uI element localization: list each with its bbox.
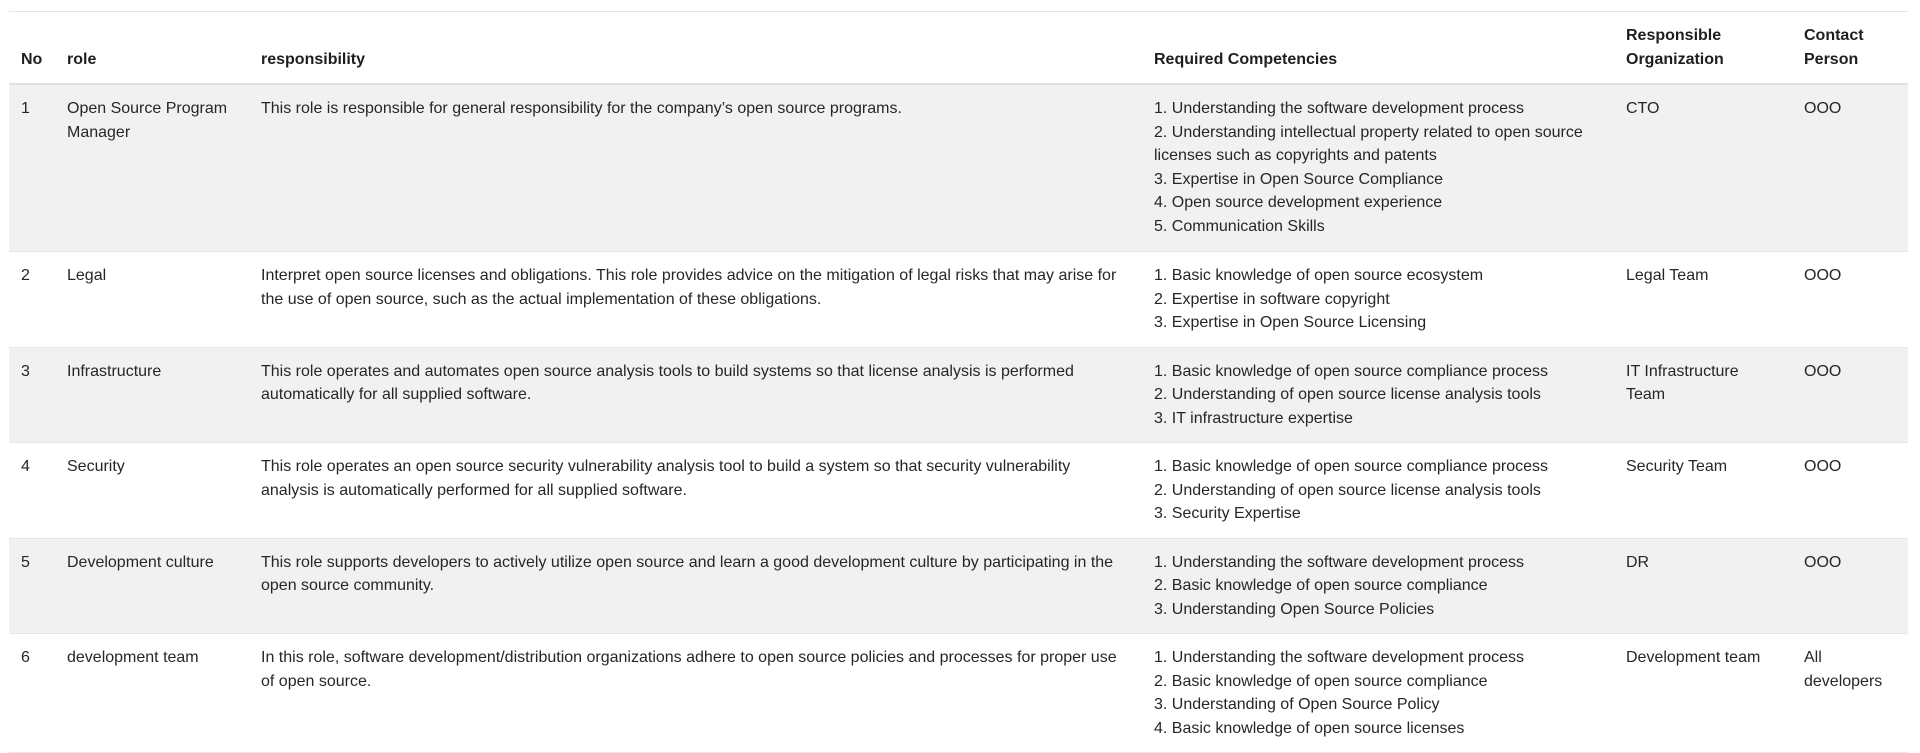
cell-competencies bbox=[1142, 347, 1614, 443]
cell-no: 6 bbox=[9, 634, 55, 753]
cell-competencies bbox=[1142, 84, 1614, 252]
cell-no: 3 bbox=[9, 347, 55, 443]
table-row bbox=[9, 538, 1908, 634]
cell-responsibility: This role operates an open source security vulnerability analysis tool to build a system so that security vulnerability analysis is automatically performed for all supplied software. bbox=[249, 443, 1142, 539]
header-no: No bbox=[9, 12, 55, 85]
competency-item: 3. Expertise in Open Source Compliance bbox=[1154, 170, 1444, 188]
cell-responsibility: This role operates and automates open source analysis tools to build systems so that license analysis is performed automatically for all supplied software. bbox=[249, 347, 1142, 443]
competency-item: 5. Communication Skills bbox=[1154, 217, 1325, 235]
cell-contact: OOO bbox=[1792, 252, 1908, 348]
cell-competencies bbox=[1142, 252, 1614, 348]
competency-item: 3. IT infrastructure expertise bbox=[1154, 409, 1353, 427]
cell-organization: Development team bbox=[1614, 634, 1792, 753]
cell-role: Infrastructure bbox=[55, 347, 249, 443]
cell-organization: Security Team bbox=[1614, 443, 1792, 539]
competency-item: 1. Understanding the software development process bbox=[1154, 649, 1524, 666]
cell-contact: OOO bbox=[1792, 347, 1908, 443]
cell-competencies bbox=[1142, 443, 1614, 539]
competency-item: 2. Understanding of open source license analysis tools bbox=[1154, 481, 1541, 499]
competency-item: 2. Basic knowledge of open source compliance bbox=[1154, 672, 1488, 690]
cell-organization: CTO bbox=[1614, 84, 1792, 252]
cell-responsibility: In this role, software development/distribution organizations adhere to open source policies and processes for proper use of open source. bbox=[249, 634, 1142, 753]
cell-contact: OOO bbox=[1792, 538, 1908, 634]
cell-no: 5 bbox=[9, 538, 55, 634]
cell-organization: Legal Team bbox=[1614, 252, 1792, 348]
cell-no: 4 bbox=[9, 443, 55, 539]
table-row bbox=[9, 252, 1908, 348]
competency-item: 3. Understanding of Open Source Policy bbox=[1154, 696, 1440, 713]
cell-responsibility: This role supports developers to actively utilize open source and learn a good development culture by participating in the open source community. bbox=[249, 538, 1142, 634]
competency-item: 1. Understanding the software development process bbox=[1154, 100, 1524, 117]
cell-contact: All developers bbox=[1792, 634, 1908, 753]
table-row bbox=[9, 347, 1908, 443]
table-header bbox=[9, 12, 1908, 85]
header-competencies: Required Competencies bbox=[1142, 12, 1614, 85]
competency-item: 3. Security Expertise bbox=[1154, 505, 1301, 522]
competency-item: 1. Understanding the software development process bbox=[1154, 553, 1524, 571]
header-responsibility: responsibility bbox=[249, 12, 1142, 85]
cell-organization: DR bbox=[1614, 538, 1792, 634]
competency-item: 2. Understanding of open source license analysis tools bbox=[1154, 386, 1541, 403]
competency-item: 2. Expertise in software copyright bbox=[1154, 290, 1390, 308]
cell-role: development team bbox=[55, 634, 249, 753]
cell-role: Development culture bbox=[55, 538, 249, 634]
cell-responsibility: Interpret open source licenses and obligations. This role provides advice on the mitigation of legal risks that may arise for the use of open source, such as the actual implementation of these obligations. bbox=[249, 252, 1142, 348]
cell-competencies bbox=[1142, 538, 1614, 634]
header-contact: Contact Person bbox=[1792, 12, 1908, 85]
header-organization: Responsible Organization bbox=[1614, 12, 1792, 85]
competency-item: 1. Basic knowledge of open source ecosystem bbox=[1154, 267, 1484, 284]
competency-item: 4. Open source development experience bbox=[1154, 194, 1443, 211]
competency-item: 1. Basic knowledge of open source compliance process bbox=[1154, 458, 1548, 475]
header-row bbox=[9, 12, 1908, 85]
table-row bbox=[9, 84, 1908, 252]
header-role: role bbox=[55, 12, 249, 85]
cell-organization: IT Infrastructure Team bbox=[1614, 347, 1792, 443]
competency-item: 3. Expertise in Open Source Licensing bbox=[1154, 314, 1427, 331]
competency-item: 3. Understanding Open Source Policies bbox=[1154, 600, 1435, 618]
cell-contact: OOO bbox=[1792, 84, 1908, 252]
cell-no: 1 bbox=[9, 84, 55, 252]
cell-responsibility: This role is responsible for general responsibility for the company’s open source programs. bbox=[249, 84, 1142, 252]
competency-item: 1. Basic knowledge of open source compliance process bbox=[1154, 362, 1548, 380]
cell-role: Security bbox=[55, 443, 249, 539]
table-body bbox=[9, 84, 1908, 753]
cell-role: Open Source Program Manager bbox=[55, 84, 249, 252]
roles-table-container bbox=[9, 11, 1908, 753]
cell-competencies bbox=[1142, 634, 1614, 753]
table-row bbox=[9, 443, 1908, 539]
cell-role: Legal bbox=[55, 252, 249, 348]
table-row bbox=[9, 634, 1908, 753]
cell-no: 2 bbox=[9, 252, 55, 348]
roles-table bbox=[9, 11, 1908, 753]
cell-contact: OOO bbox=[1792, 443, 1908, 539]
competency-item: 2. Basic knowledge of open source compliance bbox=[1154, 577, 1488, 594]
competency-item: 4. Basic knowledge of open source licenses bbox=[1154, 719, 1465, 737]
competency-item: 2. Understanding intellectual property related to open source licenses such as copyrights and patents bbox=[1154, 123, 1583, 164]
